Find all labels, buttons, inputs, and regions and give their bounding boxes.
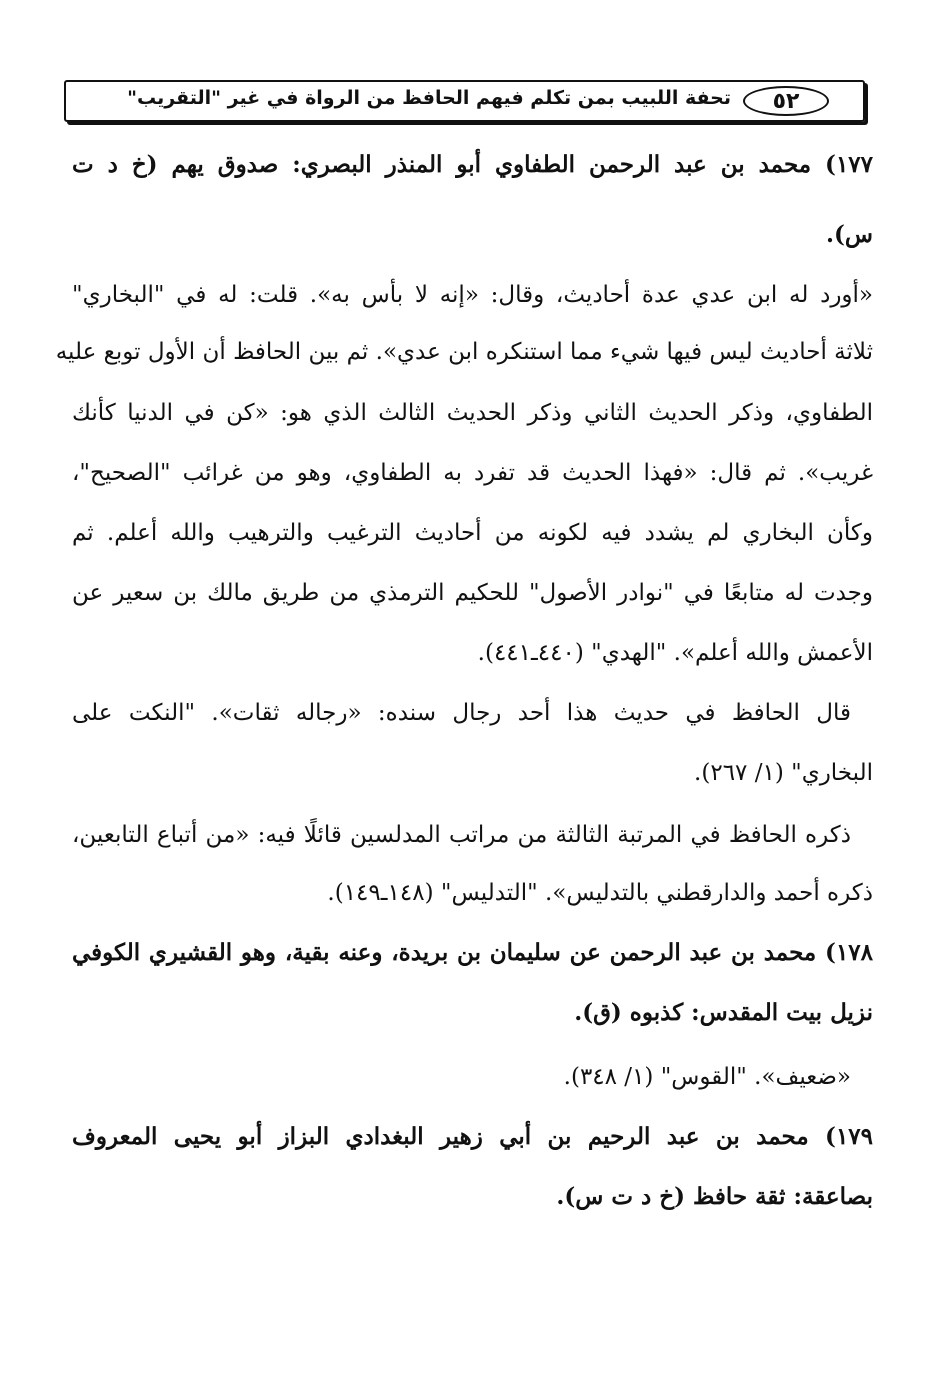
page-number: ٥٢ — [743, 86, 829, 116]
entry-179-line-2: بصاعقة: ثقة حافظ (خ د ت س). — [556, 1183, 873, 1210]
paragraph-1-line-6: وجدت له متابعًا في "نوادر الأصول" للحكيم الترمذي من طريق مالك بن سعير عن — [72, 580, 873, 606]
paragraph-2-line-2: البخاري" (١/ ٢٦٧). — [694, 760, 873, 786]
entry-177-line-1: ١٧٧) محمد بن عبد الرحمن الطفاوي أبو المنذر البصري: صدوق يهم (خ د ت — [72, 151, 873, 178]
paragraph-3-line-1: ذكره الحافظ في المرتبة الثالثة من مراتب المدلسين قائلًا فيه: «من أتباع التابعين، — [72, 822, 851, 848]
paragraph-2-line-1: قال الحافظ في حديث هذا أحد رجال سنده: «رجاله ثقات». "النكت على — [72, 700, 851, 726]
paragraph-3-line-2: ذكره أحمد والدارقطني بالتدليس». "التدليس" (١٤٨ـ١٤٩). — [327, 880, 873, 906]
running-title: تحفة اللبيب بمن تكلم فيهم الحافظ من الرواة في غير "التقريب" — [127, 87, 731, 109]
entry-178-line-1: ١٧٨) محمد بن عبد الرحمن عن سليمان بن بريدة، وعنه بقية، وهو القشيري الكوفي — [72, 939, 873, 966]
paragraph-1-line-1: «أورد له ابن عدي عدة أحاديث، وقال: «إنه لا بأس به». قلت: له في "البخاري" — [72, 282, 873, 308]
paragraph-1-line-2: ثلاثة أحاديث ليس فيها شيء مما استنكره ابن عدي». ثم بين الحافظ أن الأول توبع عليه — [55, 339, 873, 365]
entry-177-line-2: س). — [826, 221, 873, 248]
paragraph-1-line-5: وكأن البخاري لم يشدد فيه لكونه من أحاديث الترغيب والترهيب والله أعلم. ثم — [72, 520, 873, 546]
entry-179-line-1: ١٧٩) محمد بن عبد الرحيم بن أبي زهير البغدادي البزاز أبو يحيى المعروف — [72, 1123, 873, 1150]
paragraph-4-line-1: «ضعيف». "القوس" (١/ ٣٤٨). — [563, 1064, 851, 1090]
running-header — [64, 80, 865, 122]
paragraph-1-line-4: غريب». ثم قال: «فهذا الحديث قد تفرد به الطفاوي، وهو من غرائب "الصحيح"، — [72, 460, 873, 486]
entry-178-line-2: نزيل بيت المقدس: كذبوه (ق). — [574, 999, 873, 1026]
paragraph-1-line-7: الأعمش والله أعلم». "الهدي" (٤٤٠ـ٤٤١). — [477, 640, 873, 666]
paragraph-1-line-3: الطفاوي، وذكر الحديث الثاني وذكر الحديث الثالث الذي هو: «كن في الدنيا كأنك — [72, 400, 873, 426]
